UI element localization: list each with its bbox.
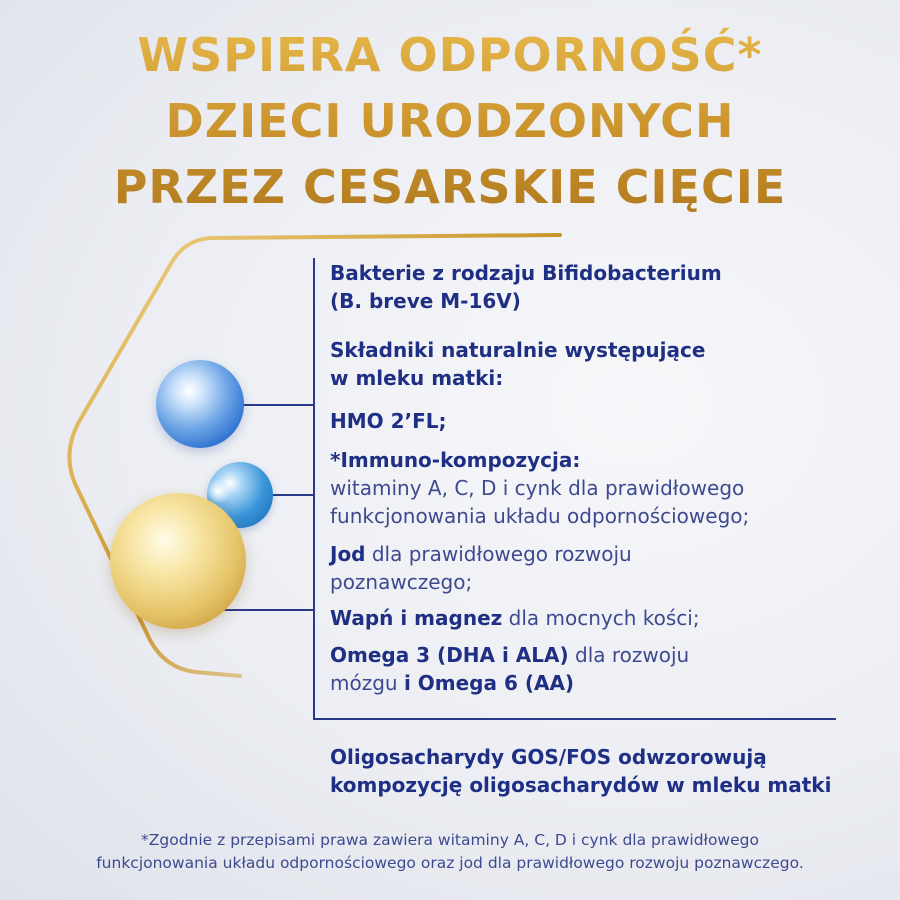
jod-bold: Jod [330, 542, 366, 566]
bifido-line-2: (B. breve M-16V) [330, 289, 521, 313]
hmo-text: HMO 2’FL; [330, 409, 447, 433]
omega-rest-1: dla rozwoju [568, 643, 690, 667]
sparkle-icon [205, 478, 231, 504]
vertical-divider [313, 258, 315, 718]
bifido-text [330, 259, 722, 315]
headline-line-2: DZIECI URODZONYCH [165, 94, 735, 148]
omega-bold-1: Omega 3 (DHA i ALA) [330, 643, 569, 667]
immuno-line-1: witaminy A, C, D i cynk dla prawidłowego [330, 476, 745, 500]
blue-sphere-large-icon [156, 360, 244, 448]
omega-block [330, 641, 689, 697]
headline-line-3: PRZEZ CESARSKIE CIĘCIE [113, 160, 787, 214]
horizontal-divider [313, 718, 836, 720]
immuno-block [330, 446, 749, 530]
wapn-rest: dla mocnych kości; [502, 606, 700, 630]
wapn-block [330, 604, 700, 632]
immuno-title: *Immuno-kompozycja: [330, 448, 581, 472]
immuno-line-2: funkcjonowania układu odpornościowego; [330, 504, 750, 528]
jod-rest: dla prawidłowego rozwoju [365, 542, 632, 566]
jod-line-2: poznawczego; [330, 570, 473, 594]
jod-block [330, 540, 632, 596]
omega-bold-2: i Omega 6 (AA) [403, 671, 575, 695]
natural-line-1: Składniki naturalnie występujące [330, 338, 706, 362]
omega-rest-2: mózgu [330, 671, 404, 695]
gos-line-2: kompozycję oligosacharydów w mleku matki [330, 773, 832, 797]
footnote [0, 829, 900, 875]
gold-sphere-icon [110, 493, 246, 629]
headline-line-1: WSPIERA ODPORNOŚĆ* [137, 28, 763, 82]
connector-line-mid [270, 494, 315, 496]
natural-ingredients-text [330, 336, 705, 392]
bifido-line-1: Bakterie z rodzaju Bifidobacterium [330, 261, 722, 285]
wapn-bold: Wapń i magnez [330, 606, 503, 630]
gos-fos-text [330, 743, 831, 799]
footnote-line-1: *Zgodnie z przepisami prawa zawiera witaminy A, C, D i cynk dla prawidłowego [141, 831, 759, 849]
gos-line-1: Oligosacharydy GOS/FOS odwzorowują [330, 745, 767, 769]
footnote-line-2: funkcjonowania układu odpornościowego oraz jod dla prawidłowego rozwoju poznawczego. [96, 854, 804, 872]
connector-line-top [240, 404, 315, 406]
headline [0, 22, 900, 220]
natural-line-2: w mleku matki: [330, 366, 504, 390]
